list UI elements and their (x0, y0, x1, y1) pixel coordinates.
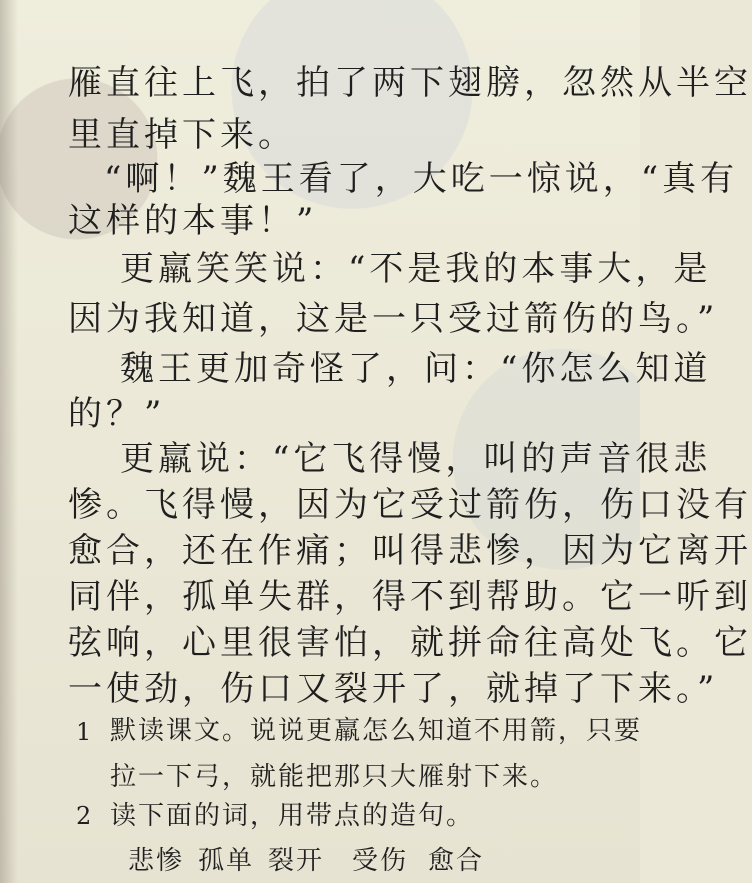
paragraph-line-text: 一使劲，伤口又裂开了，就掉了下来。” (68, 669, 719, 709)
paragraph-line-text: 更羸说：“它飞得慢，叫的声音很悲 (120, 439, 712, 479)
exercise-text: 默读课文。说说更羸怎么知道不用箭，只要 (110, 716, 643, 746)
exercise-number: 1 (76, 718, 92, 746)
vocabulary-word: 悲惨 (128, 846, 185, 876)
paragraph-line-text: 雁直往上飞，拍了两下翅膀，忽然从半空 (68, 63, 752, 103)
paragraph-line-text: 同伴，孤单失群，得不到帮助。它一听到 (68, 577, 752, 617)
paragraph-line-text: 这样的本事！” (68, 201, 318, 241)
paragraph-line-text: 弦响，心里很害怕，就拼命往高处飞。它 (68, 623, 752, 663)
page-spine-shadow (0, 0, 18, 883)
vocabulary-word: 孤单 (198, 846, 255, 876)
paragraph-line-text: 愈合，还在作痛；叫得悲惨，因为它离开 (68, 531, 752, 571)
paragraph-line-text: 魏王更加奇怪了，问：“你怎么知道 (120, 349, 712, 389)
paragraph-line-text: 惨。飞得慢，因为它受过箭伤，伤口没有 (68, 485, 752, 525)
exercise-text: 拉一下弓，就能把那只大雁射下来。 (110, 762, 559, 792)
vocabulary-word: 受伤 (352, 846, 409, 876)
vocabulary-word: 愈合 (428, 846, 485, 876)
paragraph-line-text: 里直掉下来。 (68, 115, 296, 155)
exercise-text: 读下面的词，用带点的造句。 (110, 801, 475, 831)
paragraph-line-text: 因为我知道，这是一只受过箭伤的鸟。” (68, 299, 719, 339)
paragraph-line-text: “啊！”魏王看了，大吃一惊说，“真有 (104, 159, 739, 199)
paragraph-line-text: 更羸笑笑说：“不是我的本事大，是 (120, 249, 712, 289)
paragraph-line-text: 的？” (68, 394, 166, 434)
exercise-number: 2 (76, 802, 92, 830)
vocabulary-word: 裂开 (268, 846, 325, 876)
